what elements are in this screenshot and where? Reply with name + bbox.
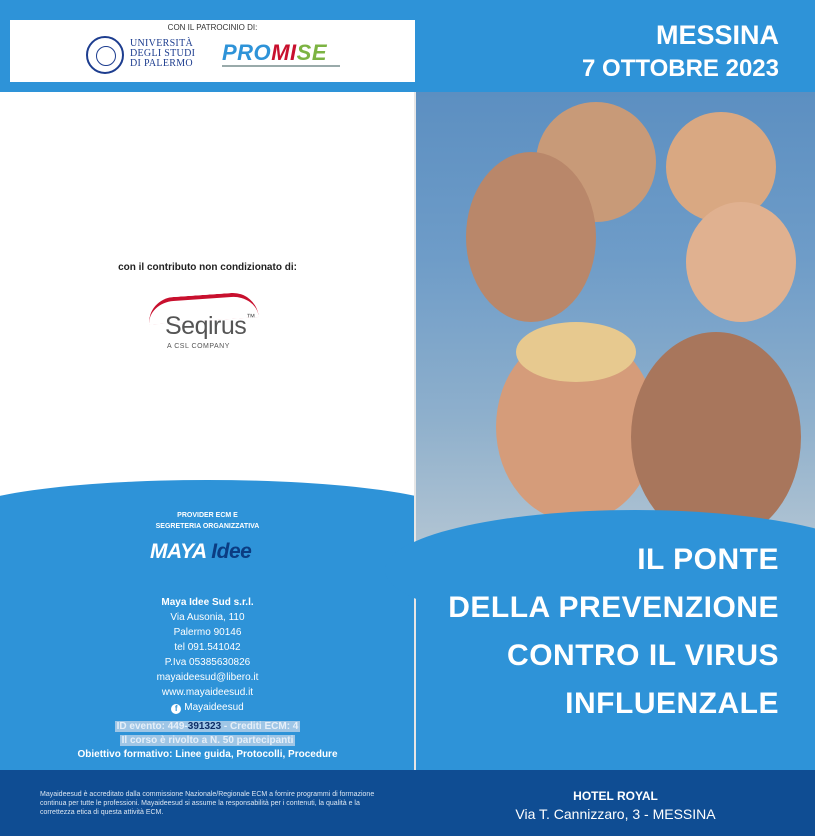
- seqirus-tagline: A CSL COMPANY: [167, 343, 230, 350]
- family-photo: [416, 92, 815, 562]
- provider-street: Via Ausonia, 110: [170, 612, 245, 623]
- maya-idee-logo: MAYA Idee: [150, 540, 252, 563]
- provider-email[interactable]: mayaideesud@libero.it: [156, 672, 259, 683]
- provider-vat: P.Iva 05385630826: [164, 657, 251, 668]
- facebook-icon: f: [171, 704, 181, 714]
- patronage-box: [10, 20, 415, 82]
- event-date: 7 OTTOBRE 2023: [582, 55, 779, 82]
- event-info: ID evento: 449-391323 - Crediti ECM: 4 Il corso è rivolto a N. 50 partecipanti Obiettivo formativo: Linee guida, Protocolli, Procedure: [0, 720, 415, 762]
- training-objective: Obiettivo formativo: Linee guida, Protocolli, Procedure: [77, 749, 338, 760]
- provider-contacts: [0, 595, 415, 715]
- event-city: MESSINA: [655, 20, 779, 50]
- sponsor-intro: con il contributo non condizionato di:: [118, 262, 297, 273]
- seqirus-logo: Seqirus™: [165, 312, 255, 340]
- provider-city: Palermo 90146: [173, 627, 242, 638]
- venue-name: HOTEL ROYAL: [573, 789, 658, 803]
- accreditation-note: Mayaideesud è accreditato dalla commissione Nazionale/Regionale ECM a fornire programmi di formazione continua per tutte le professioni. Mayaideesud si assume la responsabilità per i contenuti, la qualità e la correttezza etica di questa attività ECM.: [40, 791, 375, 816]
- university-name: UNIVERSITÀ DEGLI STUDI DI PALERMO: [130, 38, 196, 69]
- provider-company: Maya Idee Sud s.r.l.: [161, 597, 254, 608]
- venue-address: Via T. Cannizzaro, 3 - MESSINA: [515, 806, 716, 822]
- promise-logo: PROMISE: [222, 40, 327, 65]
- participants-note: Il corso è rivolto a N. 50 partecipanti: [121, 735, 294, 746]
- provider-website[interactable]: www.mayaideesud.it: [161, 687, 254, 698]
- provider-tel: tel 091.541042: [174, 642, 241, 653]
- provider-facebook[interactable]: f Mayaideesud: [0, 700, 415, 715]
- patronage-title: CON IL PATROCINIO DI:: [167, 23, 258, 32]
- university-seal-icon: [86, 36, 124, 74]
- event-title: IL PONTE DELLA PREVENZIONE CONTRO IL VIRUS INFLUENZALE: [448, 543, 779, 720]
- provider-heading: PROVIDER ECM E SEGRETERIA ORGANIZZATIVA: [155, 512, 260, 530]
- promise-tagline: [222, 65, 340, 67]
